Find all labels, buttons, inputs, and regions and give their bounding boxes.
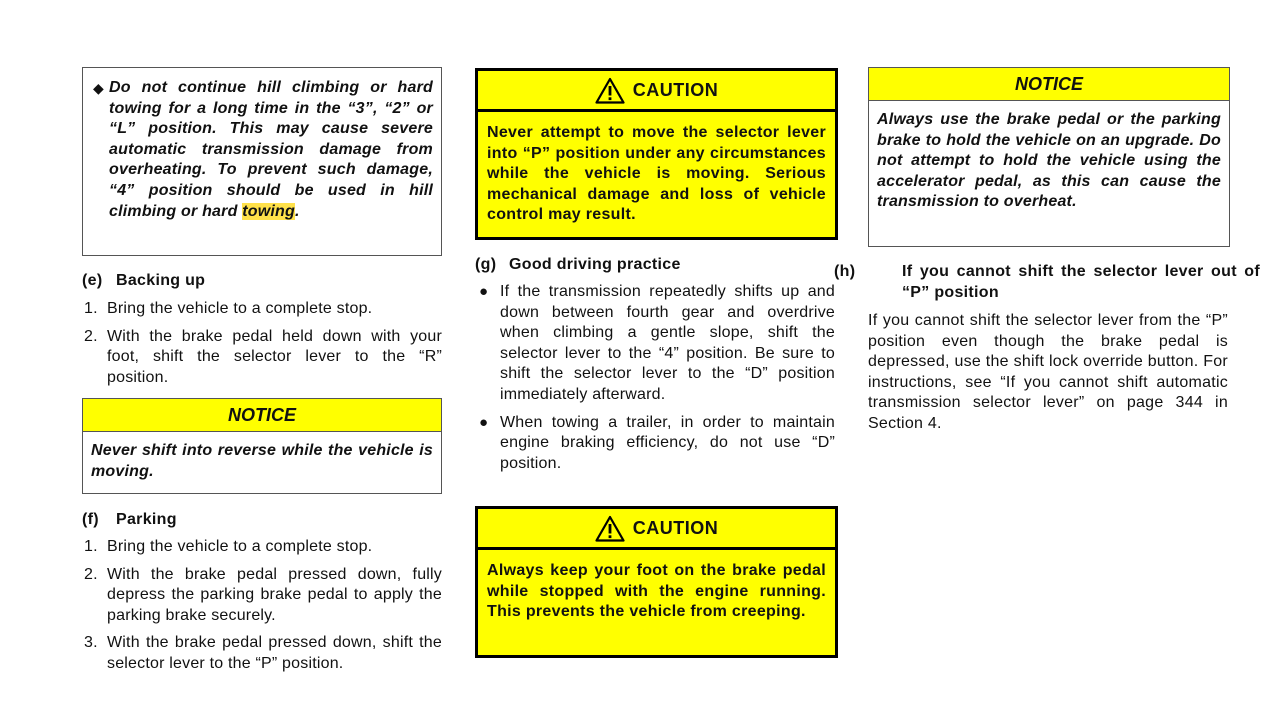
heading-parking: (f) Parking bbox=[82, 511, 177, 528]
notice-body: Never shift into reverse while the vehicle is moving. bbox=[91, 442, 433, 480]
list-item: 1. Bring the vehicle to a complete stop. bbox=[84, 300, 373, 317]
notice-box-upgrade bbox=[868, 67, 1230, 247]
cannot-shift-body: If you cannot shift the selector lever from the “P” position even though the brake pedal is depressed, use the shift lock override button. For instructions, see “If you cannot shift automatic transmission selector lever” on page 344 in Section 4. bbox=[868, 312, 1228, 432]
heading-cannot-shift: (h) If you cannot shift the selector lever out of “P” position bbox=[834, 263, 1260, 301]
caution-header: CAUTION bbox=[478, 509, 835, 550]
list-item: 1. Bring the vehicle to a complete stop. bbox=[84, 538, 373, 555]
list-item: ● When towing a trailer, in order to maintain engine braking efficiency, do not use “D” position. bbox=[479, 413, 835, 472]
backing-steps bbox=[82, 299, 442, 395]
good-driving-bullets bbox=[475, 282, 835, 481]
caution-body: Always keep your foot on the brake pedal while stopped with the engine running. This prevents the vehicle from creeping. bbox=[487, 562, 826, 621]
notice-header: NOTICE bbox=[83, 399, 441, 432]
notice-header: NOTICE bbox=[869, 68, 1229, 101]
warning-text: Do not continue hill climbing or hard towing for a long time in the “3”, “2” or “L” position. This may cause severe automatic transmission damage from overheating. To prevent such damage, “4” position should be used in hill climbing or hard towing. bbox=[109, 79, 433, 220]
warning-triangle-icon bbox=[595, 77, 625, 104]
caution-header: CAUTION bbox=[478, 71, 835, 112]
list-item: 2. With the brake pedal held down with your foot, shift the selector lever to the “R” position. bbox=[84, 327, 442, 386]
caution-box-brake bbox=[475, 506, 838, 658]
heading-backing-up: (e) Backing up bbox=[82, 272, 206, 289]
diamond-bullet-icon: ◆ bbox=[93, 80, 104, 96]
parking-steps bbox=[82, 537, 442, 682]
notice-box-reverse bbox=[82, 398, 442, 494]
caution-box-selector bbox=[475, 68, 838, 240]
notice-body: Always use the brake pedal or the parking brake to hold the vehicle on an upgrade. Do not attempt to hold the vehicle using the accelerator pedal, as this can cause the transmission to overheat. bbox=[877, 111, 1221, 211]
warning-box bbox=[82, 67, 442, 256]
heading-good-driving: (g) Good driving practice bbox=[475, 256, 681, 273]
caution-body: Never attempt to move the selector lever into “P” position under any circumstances while the vehicle is moving. Serious mechanical damage and loss of vehicle control may result. bbox=[487, 124, 826, 224]
list-item: 3. With the brake pedal pressed down, shift the selector lever to the “P” position. bbox=[84, 634, 442, 672]
list-item: 2. With the brake pedal pressed down, fully depress the parking brake pedal to apply the parking brake securely. bbox=[84, 565, 442, 624]
bullet-dot-icon: ● bbox=[479, 413, 489, 431]
warning-triangle-icon bbox=[595, 515, 625, 542]
highlighted-word: towing bbox=[242, 202, 295, 220]
bullet-dot-icon: ● bbox=[479, 283, 489, 300]
list-item: ● If the transmission repeatedly shifts up and down between fourth gear and overdrive when climbing a gentle slope, shift the selector lever to the “4” position. Be sure to shift the selector lever to the “D” position immediately afterward. bbox=[479, 283, 835, 403]
